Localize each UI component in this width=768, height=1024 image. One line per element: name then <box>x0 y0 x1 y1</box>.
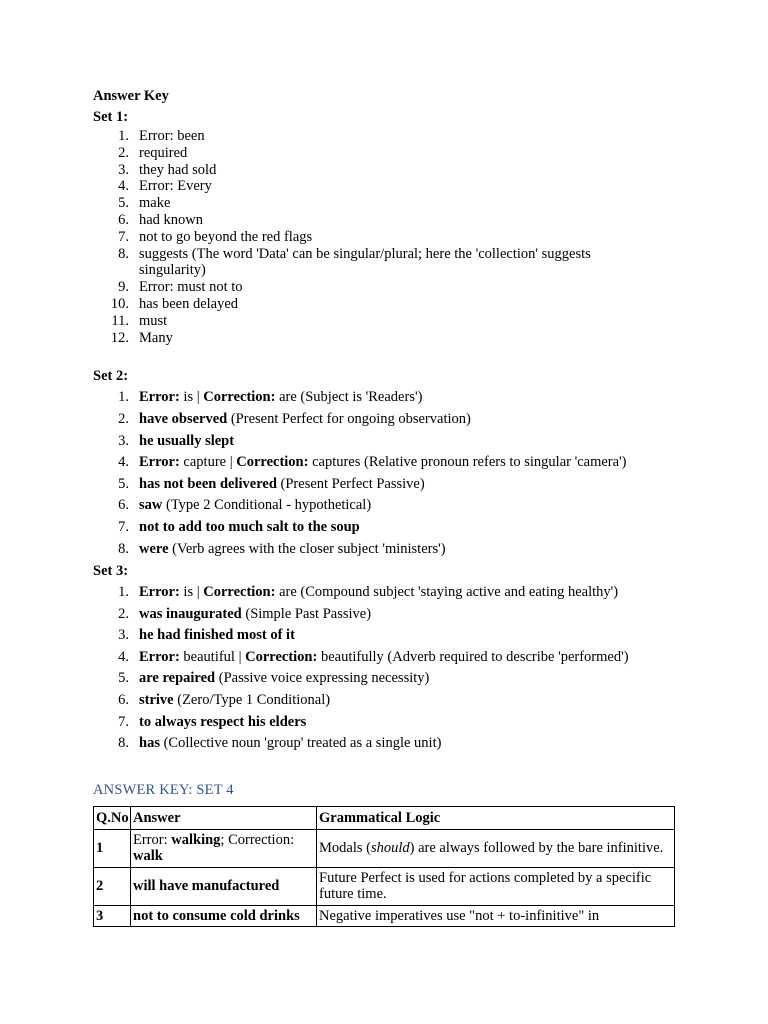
list-item: 10. has been delayed <box>110 295 239 312</box>
list-item: 4. Error: beautiful | Correction: beautifully (Adverb required to describe 'performed') <box>118 648 629 665</box>
cell-logic: Negative imperatives use "not + to-infinitive" in <box>317 905 675 927</box>
list-item: 8. were (Verb agrees with the closer subject 'ministers') <box>118 540 446 557</box>
list-item: 9. Error: must not to <box>118 279 243 296</box>
cell-logic: Modals (should) are always followed by the bare infinitive. <box>317 829 675 867</box>
list-item: 7. to always respect his elders <box>118 713 307 730</box>
set1-list <box>93 128 693 346</box>
set1-title: Set 1: <box>93 109 129 125</box>
cell-qno: 2 <box>94 867 131 905</box>
list-item: 11. must <box>111 312 168 329</box>
table-row <box>94 867 675 905</box>
header-answer: Answer <box>131 806 317 829</box>
page-title: Answer Key <box>93 88 169 104</box>
header-qno: Q.No <box>94 806 131 829</box>
list-item: 5. are repaired (Passive voice expressing necessity) <box>118 670 430 687</box>
set4-table <box>93 806 675 928</box>
table-row <box>94 905 675 927</box>
answer-key-content <box>93 86 693 927</box>
list-item: 5. make <box>118 195 171 212</box>
list-item: 12. Many <box>110 329 173 346</box>
list-item: 5. has not been delivered (Present Perfect Passive) <box>118 475 425 492</box>
list-item: 6. saw (Type 2 Conditional - hypothetical) <box>118 497 372 514</box>
cell-logic: Future Perfect is used for actions completed by a specific future time. <box>317 867 675 905</box>
set2-title: Set 2: <box>93 368 129 385</box>
cell-answer: Error: walking; Correction: walk <box>131 829 317 867</box>
list-item: 1. Error: is | Correction: are (Subject is 'Readers') <box>118 389 423 406</box>
list-item: 3. they had sold <box>118 161 217 178</box>
list-item: 3. he usually slept <box>118 432 235 449</box>
list-item: 4. Error: Every <box>118 178 212 195</box>
set3-title: Set 3: <box>93 563 129 580</box>
cell-qno: 3 <box>94 905 131 927</box>
list-item: 7. not to add too much salt to the soup <box>118 518 360 535</box>
set4-title: ANSWER KEY: SET 4 <box>93 781 234 798</box>
list-item: 1. Error: is | Correction: are (Compound subject 'staying active and eating healthy') <box>118 584 619 601</box>
list-item: 2. have observed (Present Perfect for ongoing observation) <box>118 410 471 427</box>
table-header-row <box>94 806 675 829</box>
list-item: 6. had known <box>118 211 204 228</box>
list-item: 3. he had finished most of it <box>118 627 295 644</box>
list-item: 1. Error: been <box>118 128 205 144</box>
list-item: 4. Error: capture | Correction: captures (Relative pronoun refers to singular 'camera') <box>118 454 627 471</box>
list-item: 8. has (Collective noun 'group' treated as a single unit) <box>118 735 442 752</box>
list-item: 7. not to go beyond the red flags <box>118 228 313 245</box>
set2-list <box>93 387 693 560</box>
list-item: 8. suggests (The word 'Data' can be singular/plural; here the 'collection' suggests singularity) <box>118 245 591 279</box>
list-item: 6. strive (Zero/Type 1 Conditional) <box>118 692 331 709</box>
cell-answer: will have manufactured <box>131 867 317 905</box>
table-row <box>94 829 675 867</box>
cell-answer: not to consume cold drinks <box>131 905 317 927</box>
cell-qno: 1 <box>94 829 131 867</box>
list-item: 2. was inaugurated (Simple Past Passive) <box>118 605 372 622</box>
set3-list <box>93 582 693 755</box>
list-item: 2. required <box>118 144 188 161</box>
header-logic: Grammatical Logic <box>317 806 675 829</box>
